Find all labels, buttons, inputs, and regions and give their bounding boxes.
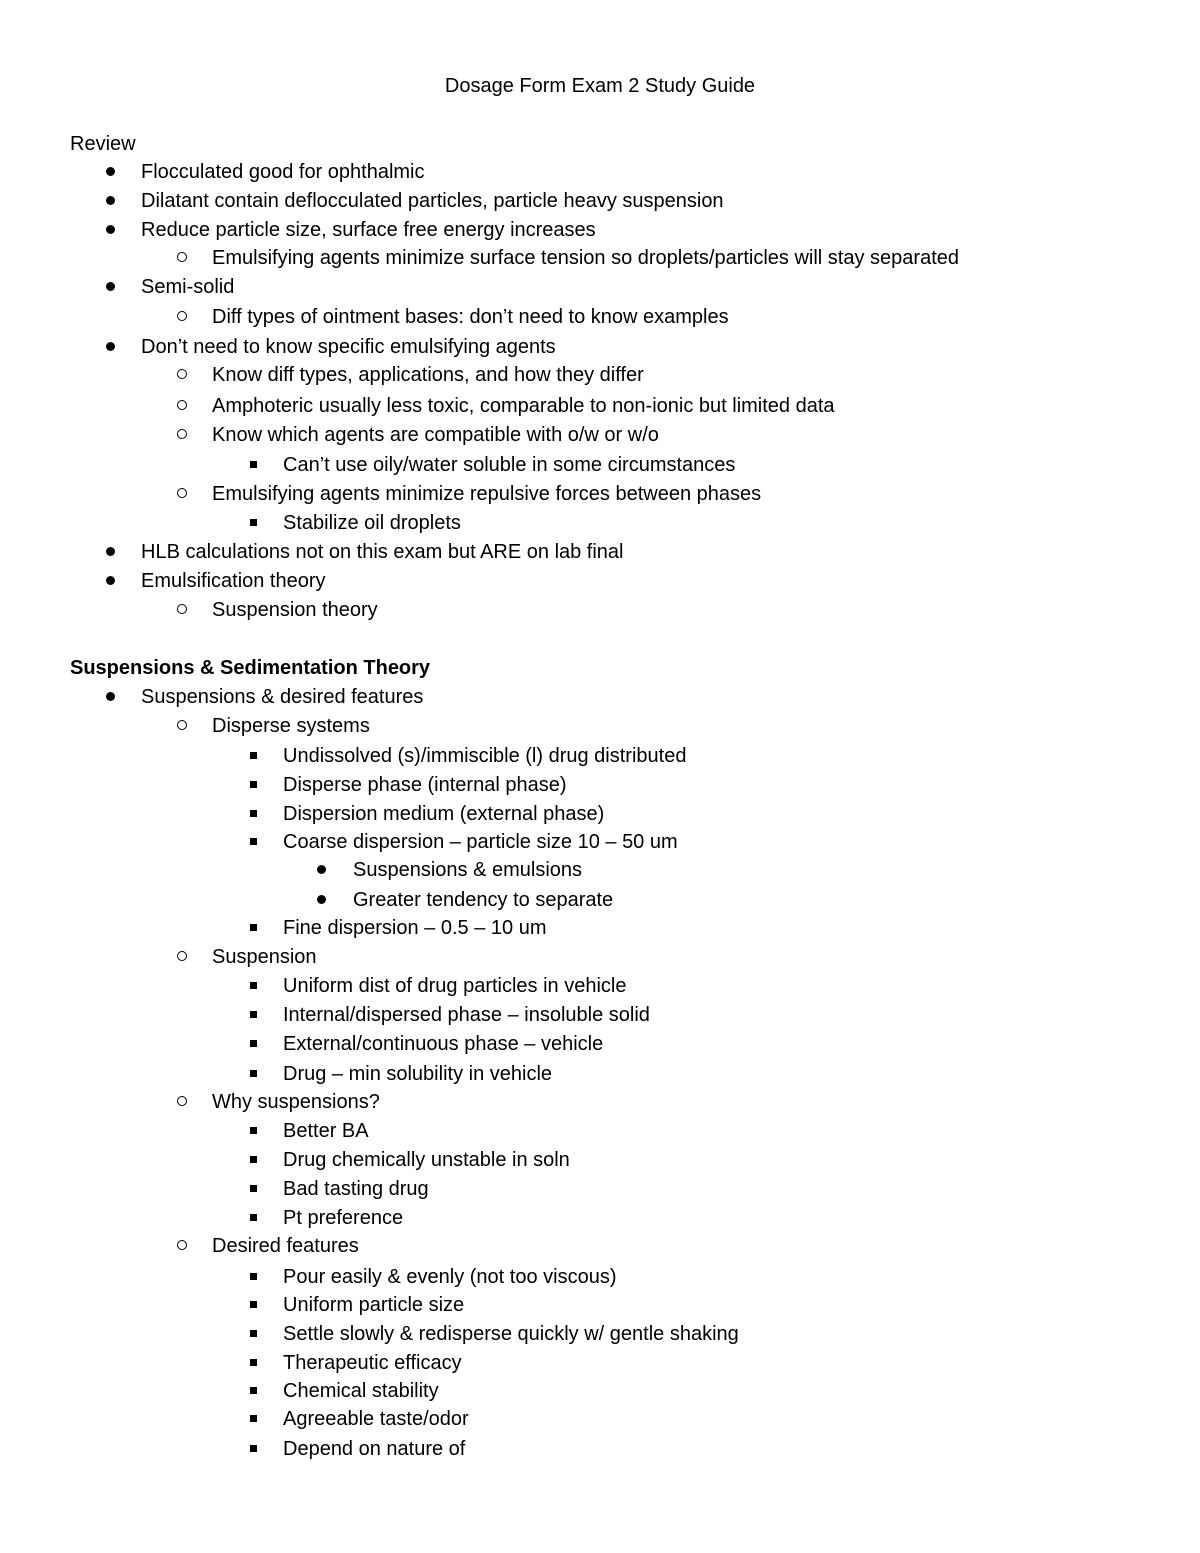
- square-bullet-icon: [243, 1204, 263, 1232]
- hollow-bullet-icon: [172, 421, 192, 449]
- section-heading-suspensions: Suspensions & Sedimentation Theory: [70, 657, 431, 679]
- bullet-icon: [100, 187, 120, 215]
- hollow-bullet-icon: [172, 480, 192, 508]
- bullet-icon: [100, 216, 120, 244]
- square-bullet-icon: [243, 1175, 263, 1203]
- hollow-bullet-icon: [172, 361, 192, 389]
- hollow-bullet-icon: [172, 596, 192, 624]
- square-bullet-icon: [243, 771, 263, 799]
- square-bullet-icon: [243, 800, 263, 828]
- square-bullet-icon: [243, 1291, 263, 1319]
- square-bullet-icon: [243, 1405, 263, 1433]
- square-bullet-icon: [243, 1263, 263, 1291]
- bullet-icon: [100, 538, 120, 566]
- bullet-icon: [311, 886, 331, 914]
- square-bullet-icon: [243, 1117, 263, 1145]
- square-bullet-icon: [243, 972, 263, 1000]
- square-bullet-icon: [243, 509, 263, 537]
- square-bullet-icon: [243, 742, 263, 770]
- square-bullet-icon: [243, 1146, 263, 1174]
- square-bullet-icon: [243, 1060, 263, 1088]
- square-bullet-icon: [243, 1377, 263, 1405]
- bullet-icon: [311, 856, 331, 884]
- bullet-icon: [100, 683, 120, 711]
- square-bullet-icon: [243, 1435, 263, 1463]
- bullet-icon: [100, 158, 120, 186]
- square-bullet-icon: [243, 1001, 263, 1029]
- hollow-bullet-icon: [172, 303, 192, 331]
- hollow-bullet-icon: [172, 392, 192, 420]
- hollow-bullet-icon: [172, 943, 192, 971]
- square-bullet-icon: [243, 1349, 263, 1377]
- square-bullet-icon: [243, 1030, 263, 1058]
- bullet-icon: [100, 333, 120, 361]
- document-page: Dosage Form Exam 2 Study Guide Review Flocculated good for ophthalmic Dilatant contain deflocculated particles, particle heavy suspension Reduce particle size, surface free energy increases Emulsifying agents minimize surface tension so droplets/particles will stay separated Semi-solid Diff types of ointment bases: don’t need to know examples Don’t need to know specific emulsifying agents Know diff types, applications, and how they differ Amphoteric usually less toxic, comparable to non-ionic but limited data Know which agents are compatible with o/w or w/o Can’t use oily/water soluble in some circumstances Emulsifying agents minimize repulsive forces between phases Stabilize oil droplets HLB calculations not on this exam but ARE on lab final Emulsification theory Suspension theory Suspensions & Sedimentation Theory Suspensions & desired features Disperse systems Undissolved (s)/immiscible (l) drug distributed Disperse phase (internal phase) Dispersion medium (external phase) Coarse dispersion – particle size 10 – 50 um Suspensions & emulsions Greater tendency to separate Fine dispersion – 0.5 – 10 um Suspension Uniform dist of drug particles in vehicle Internal/dispersed phase – insoluble solid External/continuous phase – vehicle Drug – min solubility in vehicle Why suspensions? Better BA Drug chemically unstable in soln Bad tasting drug Pt preference Desired features Pour easily & evenly (not too viscous) Uniform particle size Settle slowly & redisperse quickly w/ gentle shaking Therapeutic efficacy Chemical stability Agreeable taste/odor Depend on nature of: [0, 0, 1200, 1553]
- hollow-bullet-icon: [172, 1088, 192, 1116]
- hollow-bullet-icon: [172, 712, 192, 740]
- bullet-icon: [100, 273, 120, 301]
- square-bullet-icon: [243, 828, 263, 856]
- square-bullet-icon: [243, 914, 263, 942]
- square-bullet-icon: [243, 1320, 263, 1348]
- hollow-bullet-icon: [172, 244, 192, 272]
- square-bullet-icon: [243, 451, 263, 479]
- page-title: Dosage Form Exam 2 Study Guide: [444, 75, 756, 97]
- bullet-icon: [100, 567, 120, 595]
- hollow-bullet-icon: [172, 1232, 192, 1260]
- section-heading-review: Review: [70, 133, 136, 155]
